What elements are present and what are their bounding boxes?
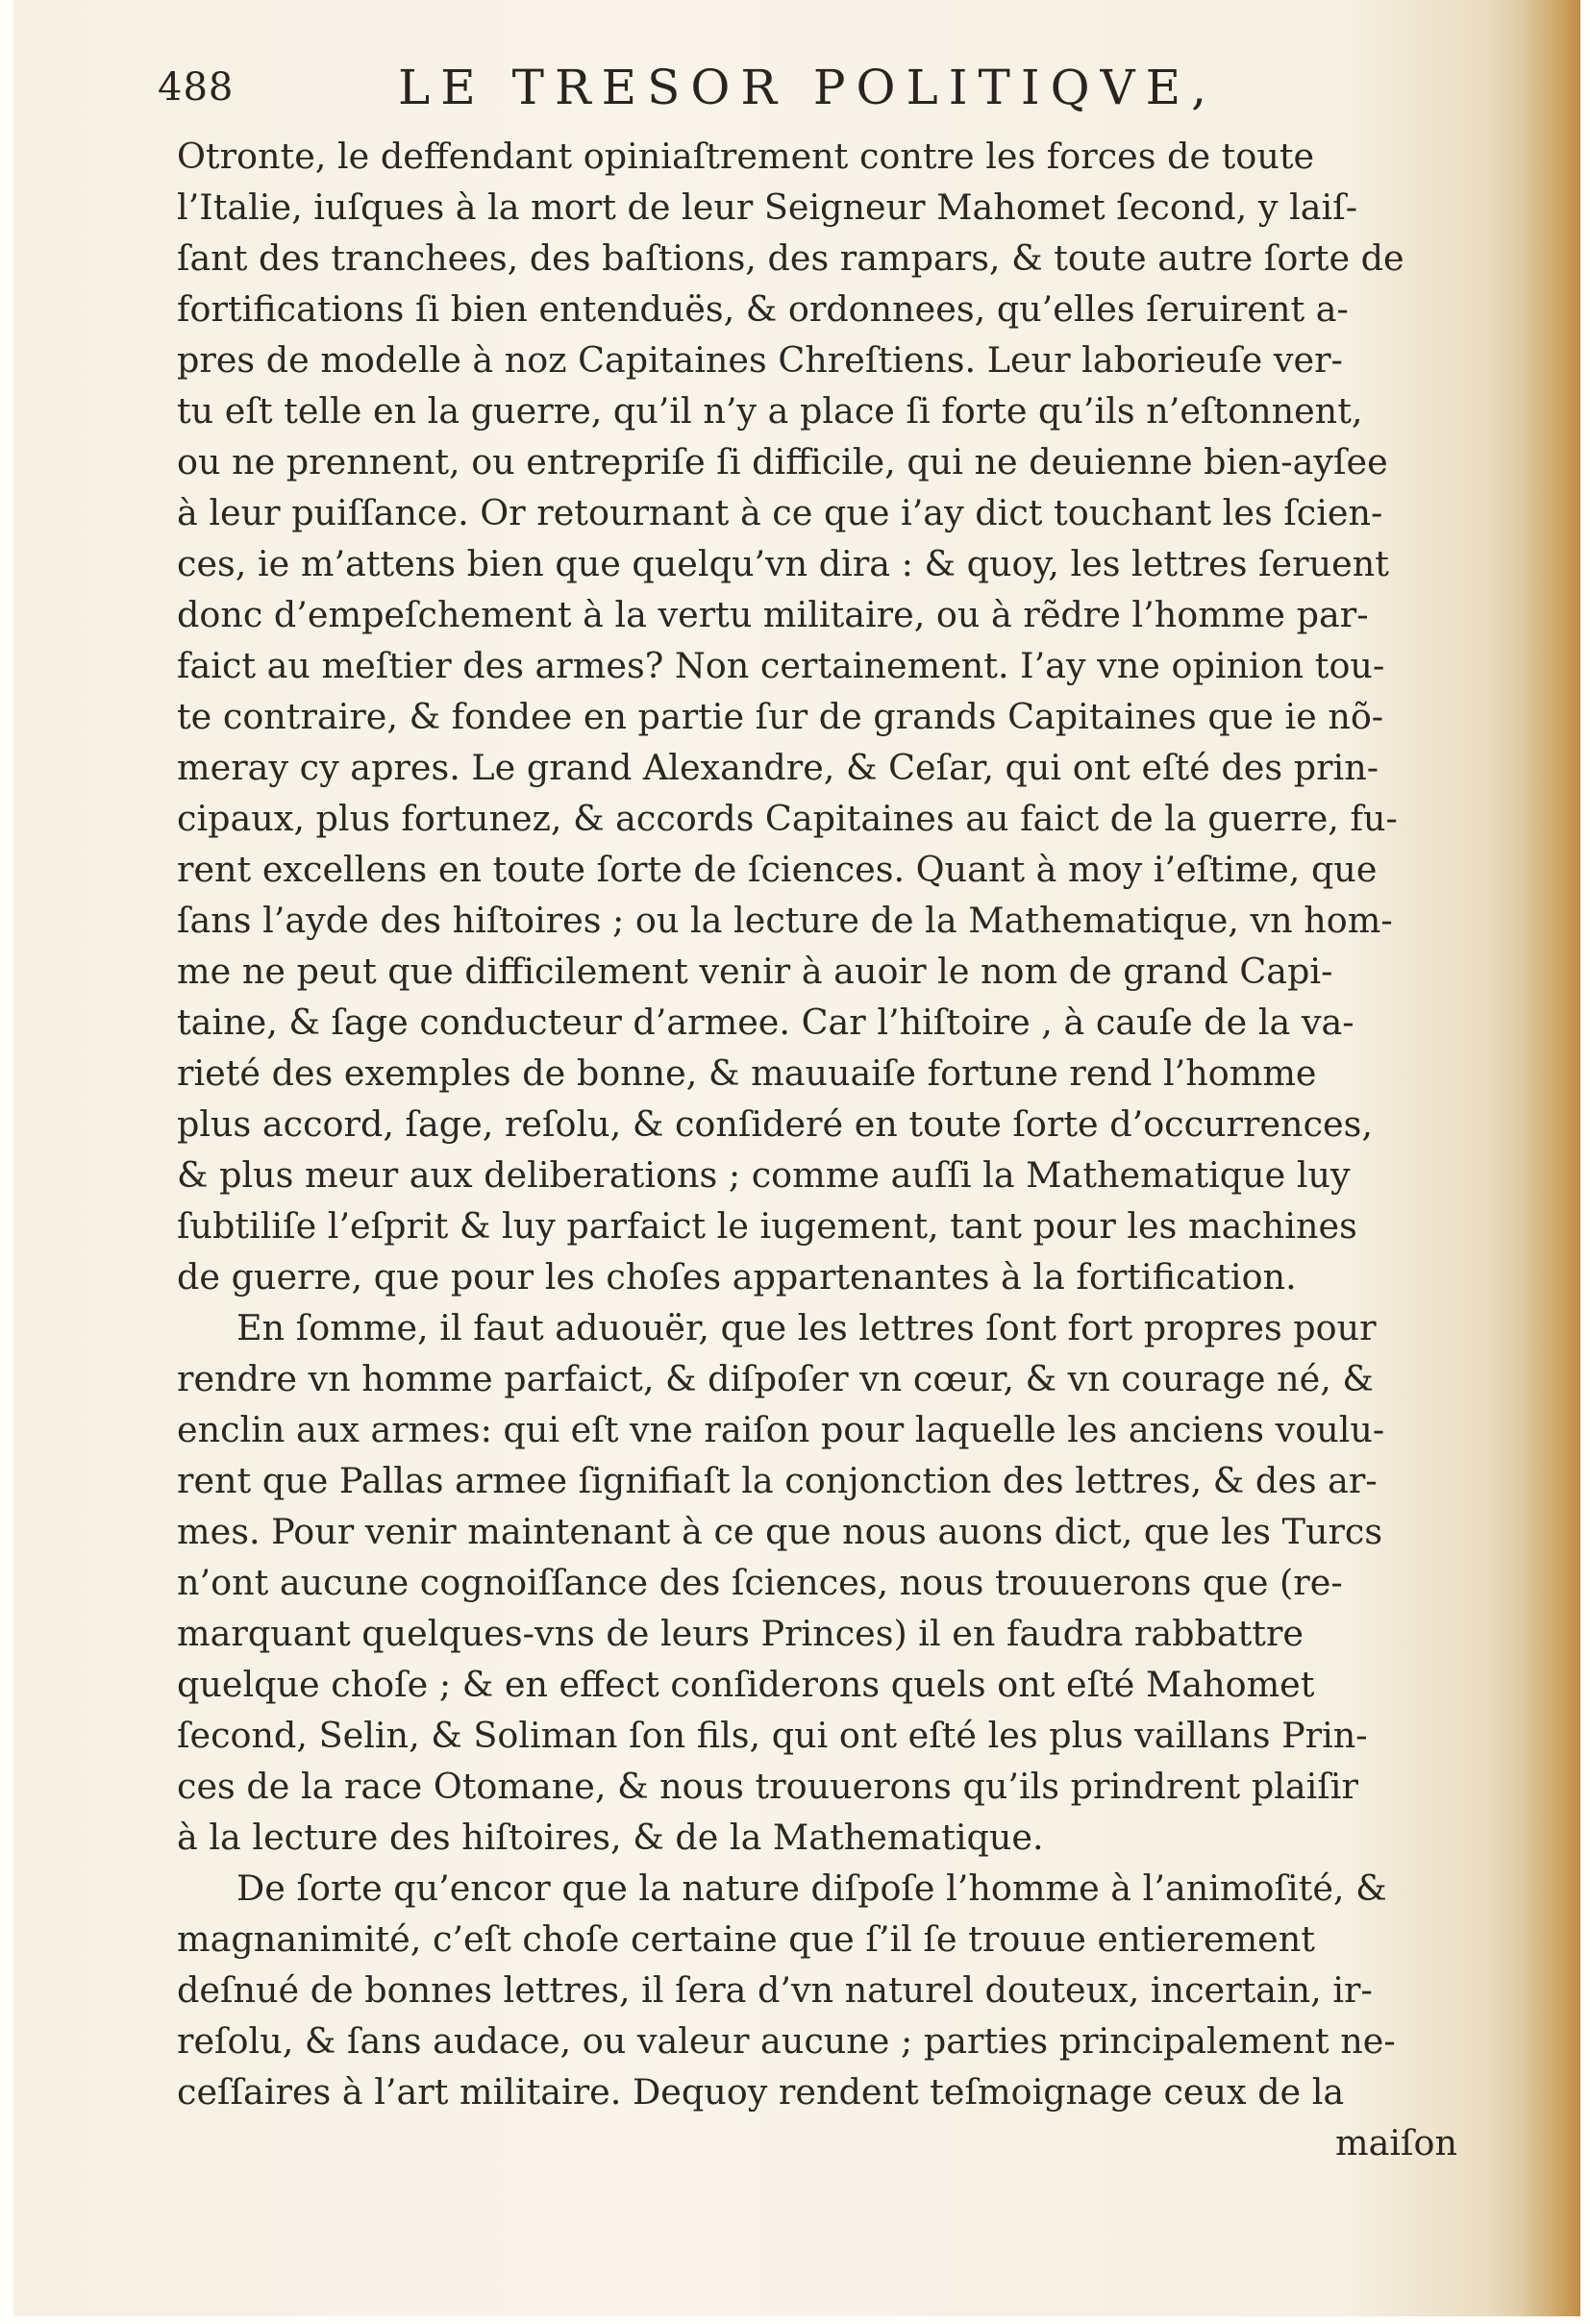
text-line: ſubtiliſe l’eſprit & luy parfaict le iugement, tant pour les machines xyxy=(177,1205,1357,1247)
text-line: taine, & ſage conducteur d’armee. Car l’hiſtoire , à cauſe de la va- xyxy=(177,1001,1354,1043)
text-line: rieté des exemples de bonne, & mauuaiſe fortune rend l’homme xyxy=(177,1052,1317,1094)
page-number: 488 xyxy=(158,65,235,110)
running-title: LE TRESOR POLITIQVE, xyxy=(398,60,1218,115)
text-line: plus accord, ſage, reſolu, & conſideré en toute ſorte d’occurrences, xyxy=(177,1103,1373,1145)
text-line: donc d’empeſchement à la vertu militaire, ou à rẽdre l’homme par- xyxy=(177,594,1369,635)
text-line: à la lecture des hiſtoires, & de la Mathematique. xyxy=(177,1817,1044,1858)
text-line: De ſorte qu’encor que la nature diſpoſe l’homme à l’animoſité, & xyxy=(236,1867,1387,1909)
text-line: rent excellens en toute ſorte de ſciences. Quant à moy i’eſtime, que xyxy=(177,849,1378,890)
text-line: l’Italie, iuſques à la mort de leur Seigneur Mahomet ſecond, y laiſ- xyxy=(177,186,1358,228)
text-line: me ne peut que difficilement venir à auoir le nom de grand Capi- xyxy=(177,951,1333,992)
text-line: magnanimité, c’eſt choſe certaine que ſ’il ſe trouue entierement xyxy=(177,1918,1315,1960)
text-line: tu eſt telle en la guerre, qu’il n’y a place ſi forte qu’ils n’eſtonnent, xyxy=(177,390,1363,432)
text-line: reſolu, & ſans audace, ou valeur aucune ; parties principalement ne- xyxy=(177,2020,1396,2062)
page-text xyxy=(177,131,1465,2168)
text-line: ſecond, Selin, & Soliman ſon fils, qui ont eſté les plus vaillans Prin- xyxy=(177,1715,1368,1756)
text-line: ou ne prennent, ou entrepriſe ſi difficile, qui ne deuienne bien-ayſee xyxy=(177,441,1388,482)
text-line: Otronte, le deffendant opiniaſtrement contre les forces de toute xyxy=(177,136,1315,177)
text-line: enclin aux armes: qui eſt vne raiſon pour laquelle les anciens voulu- xyxy=(177,1409,1385,1450)
text-line: fortifications ſi bien entenduës, & ordonnees, qu’elles ſeruirent a- xyxy=(177,288,1349,330)
text-line: pres de modelle à noz Capitaines Chreſtiens. Leur laborieuſe ver- xyxy=(177,339,1343,381)
text-line: à leur puiſſance. Or retournant à ce que i’ay dict touchant les ſcien- xyxy=(177,492,1383,533)
text-line: te contraire, & fondee en partie ſur de grands Capitaines que ie nõ- xyxy=(177,696,1384,737)
text-line: ſans l’ayde des hiſtoires ; ou la lecture de la Mathematique, vn hom- xyxy=(177,900,1393,941)
text-line: ces, ie m’attens bien que quelqu’vn dira : & quoy, les lettres ſeruent xyxy=(177,543,1389,584)
page-header xyxy=(158,60,1244,121)
text-line: En ſomme, il faut aduouër, que les lettres ſont fort propres pour xyxy=(236,1307,1377,1348)
text-line: marquant quelques-vns de leurs Princes) il en faudra rabbattre xyxy=(177,1613,1304,1654)
text-line: de guerre, que pour les choſes appartenantes à la fortification. xyxy=(177,1256,1297,1298)
text-line: n’ont aucune cognoiſſance des ſciences, nous trouuerons que (re- xyxy=(177,1562,1343,1603)
text-line: & plus meur aux deliberations ; comme auſſi la Mathematique luy xyxy=(177,1154,1351,1196)
text-line: ſant des tranchees, des baſtions, des rampars, & toute autre ſorte de xyxy=(177,237,1404,279)
text-line: meray cy apres. Le grand Alexandre, & Ceſar, qui ont eſté des prin- xyxy=(177,747,1379,788)
text-line: rendre vn homme parfaict, & diſpoſer vn cœur, & vn courage né, & xyxy=(177,1358,1374,1399)
text-line: ces de la race Otomane, & nous trouuerons qu’ils prindrent plaiſir xyxy=(177,1766,1358,1807)
text-line: cipaux, plus fortunez, & accords Capitaines au faict de la guerre, fu- xyxy=(177,798,1398,839)
text-line: ceſſaires à l’art militaire. Dequoy rendent teſmoignage ceux de la xyxy=(177,2071,1345,2113)
page-edge-shading xyxy=(1523,0,1580,2316)
catchword: maiſon xyxy=(1334,2122,1457,2163)
text-line: mes. Pour venir maintenant à ce que nous auons dict, que les Turcs xyxy=(177,1511,1383,1552)
text-line: rent que Pallas armee ſignifiaſt la conjonction des lettres, & des ar- xyxy=(177,1460,1378,1501)
text-line: faict au meſtier des armes? Non certainement. I’ay vne opinion tou- xyxy=(177,645,1385,686)
text-line: deſnué de bonnes lettres, il ſera d’vn naturel douteux, incertain, ir- xyxy=(177,1969,1373,2011)
text-line: quelque choſe ; & en effect conſiderons quels ont eſté Mahomet xyxy=(177,1664,1315,1705)
